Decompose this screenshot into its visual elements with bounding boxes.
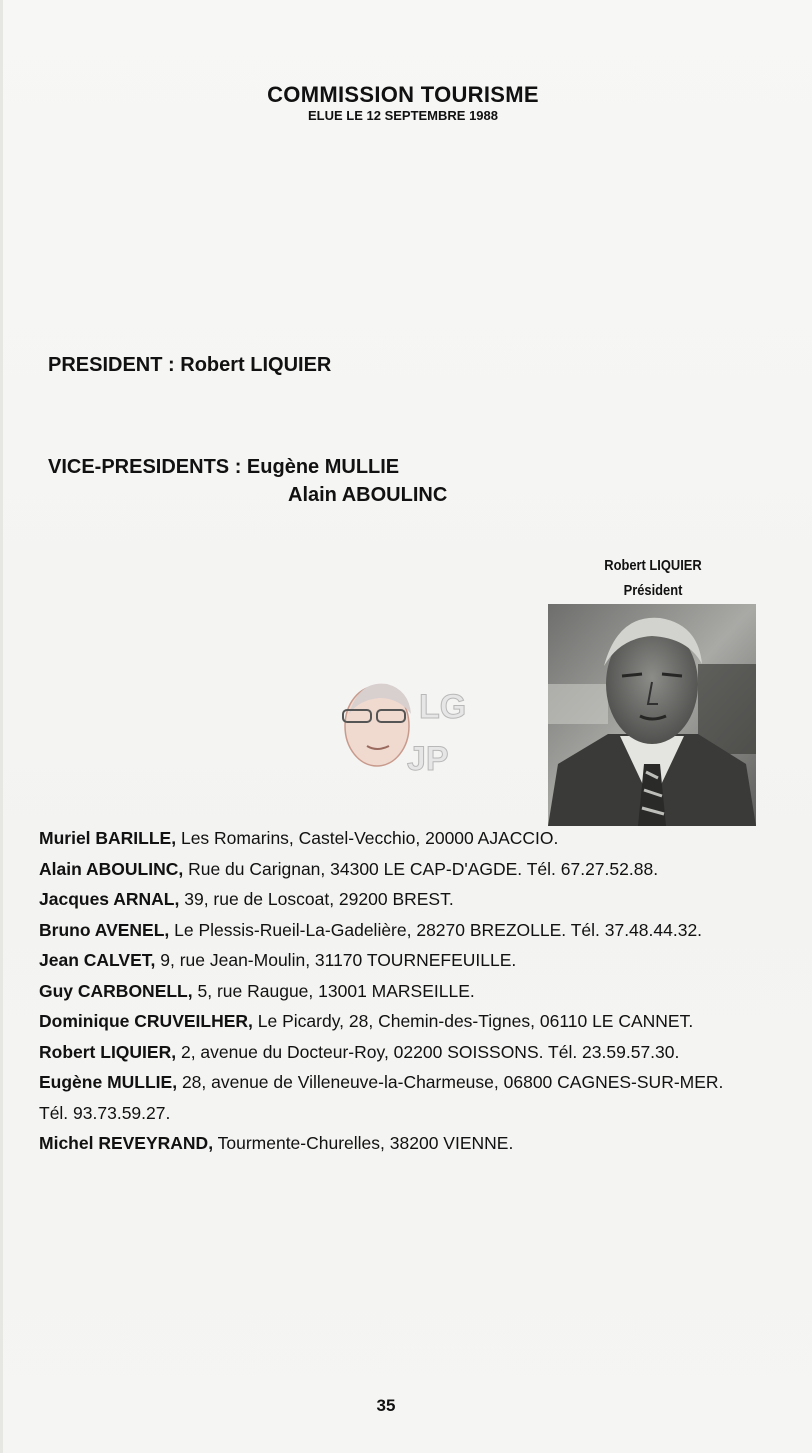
member-entry <box>39 1006 799 1037</box>
page-title: COMMISSION TOURISME <box>267 82 539 107</box>
member-entry <box>39 915 799 946</box>
vice-president-name: Alain ABOULINC <box>288 484 448 506</box>
president-portrait-photo <box>548 604 756 826</box>
member-entry <box>39 823 799 854</box>
member-name: Guy CARBONELL, <box>39 980 193 1001</box>
member-details: 2, avenue du Docteur-Roy, 02200 SOISSONS. Tél. 23.59.57.30. <box>180 1041 680 1062</box>
member-name: Eugène MULLIE, <box>39 1072 178 1092</box>
member-entry <box>39 945 799 976</box>
page-subtitle: ELUE LE 12 SEPTEMBRE 1988 <box>307 108 498 123</box>
vice-presidents-line <box>48 456 399 479</box>
member-name: Jacques ARNAL, <box>39 889 180 909</box>
member-details: Tél. 93.73.59.27. <box>39 1102 171 1123</box>
member-entry <box>39 854 799 885</box>
lgjp-watermark <box>339 674 489 778</box>
member-list <box>39 823 799 1159</box>
member-name: Bruno AVENEL, <box>39 919 170 940</box>
page-number: 35 <box>376 1396 396 1415</box>
member-entry-continuation <box>39 1098 799 1129</box>
watermark-letters-top: LG <box>419 688 467 726</box>
member-entry <box>39 1037 799 1068</box>
member-name: Robert LIQUIER, <box>39 1041 177 1062</box>
president-label: PRESIDENT : <box>48 354 175 376</box>
member-details: Les Romarins, Castel-Vecchio, 20000 AJACCIO. <box>180 828 559 848</box>
member-name: Jean CALVET, <box>39 950 156 970</box>
member-name: Dominique CRUVEILHER, <box>39 1011 253 1031</box>
member-entry <box>39 1067 799 1098</box>
member-entry <box>39 976 799 1007</box>
member-entry <box>39 1128 799 1159</box>
president-line <box>48 354 331 377</box>
photo-caption-role: Président <box>623 582 683 599</box>
member-name: Michel REVEYRAND, <box>39 1133 214 1153</box>
member-details: Tourmente-Churelles, 38200 VIENNE. <box>217 1133 514 1153</box>
member-name: Alain ABOULINC, <box>39 858 184 879</box>
vice-president-name: Eugène MULLIE <box>246 456 400 478</box>
member-details: 5, rue Raugue, 13001 MARSEILLE. <box>197 980 475 1001</box>
member-details: Le Picardy, 28, Chemin-des-Tignes, 06110 LE CANNET. <box>257 1011 694 1031</box>
vice-presidents-label: VICE-PRESIDENTS : <box>48 456 242 478</box>
member-details: 39, rue de Loscoat, 29200 BREST. <box>184 889 454 909</box>
photo-caption-name: Robert LIQUIER <box>604 557 702 574</box>
member-details: 28, avenue de Villeneuve-la-Charmeuse, 06800 CAGNES-SUR-MER. <box>181 1072 724 1092</box>
member-name: Muriel BARILLE, <box>39 828 177 848</box>
member-details: 9, rue Jean-Moulin, 31170 TOURNEFEUILLE. <box>160 950 517 970</box>
member-entry <box>39 884 799 915</box>
watermark-letters-bottom: JP <box>407 740 449 778</box>
president-name: Robert LIQUIER <box>180 354 332 376</box>
member-details: Le Plessis-Rueil-La-Gadelière, 28270 BREZOLLE. Tél. 37.48.44.32. <box>174 919 703 940</box>
member-details: Rue du Carignan, 34300 LE CAP-D'AGDE. Tél. 67.27.52.88. <box>188 858 659 879</box>
